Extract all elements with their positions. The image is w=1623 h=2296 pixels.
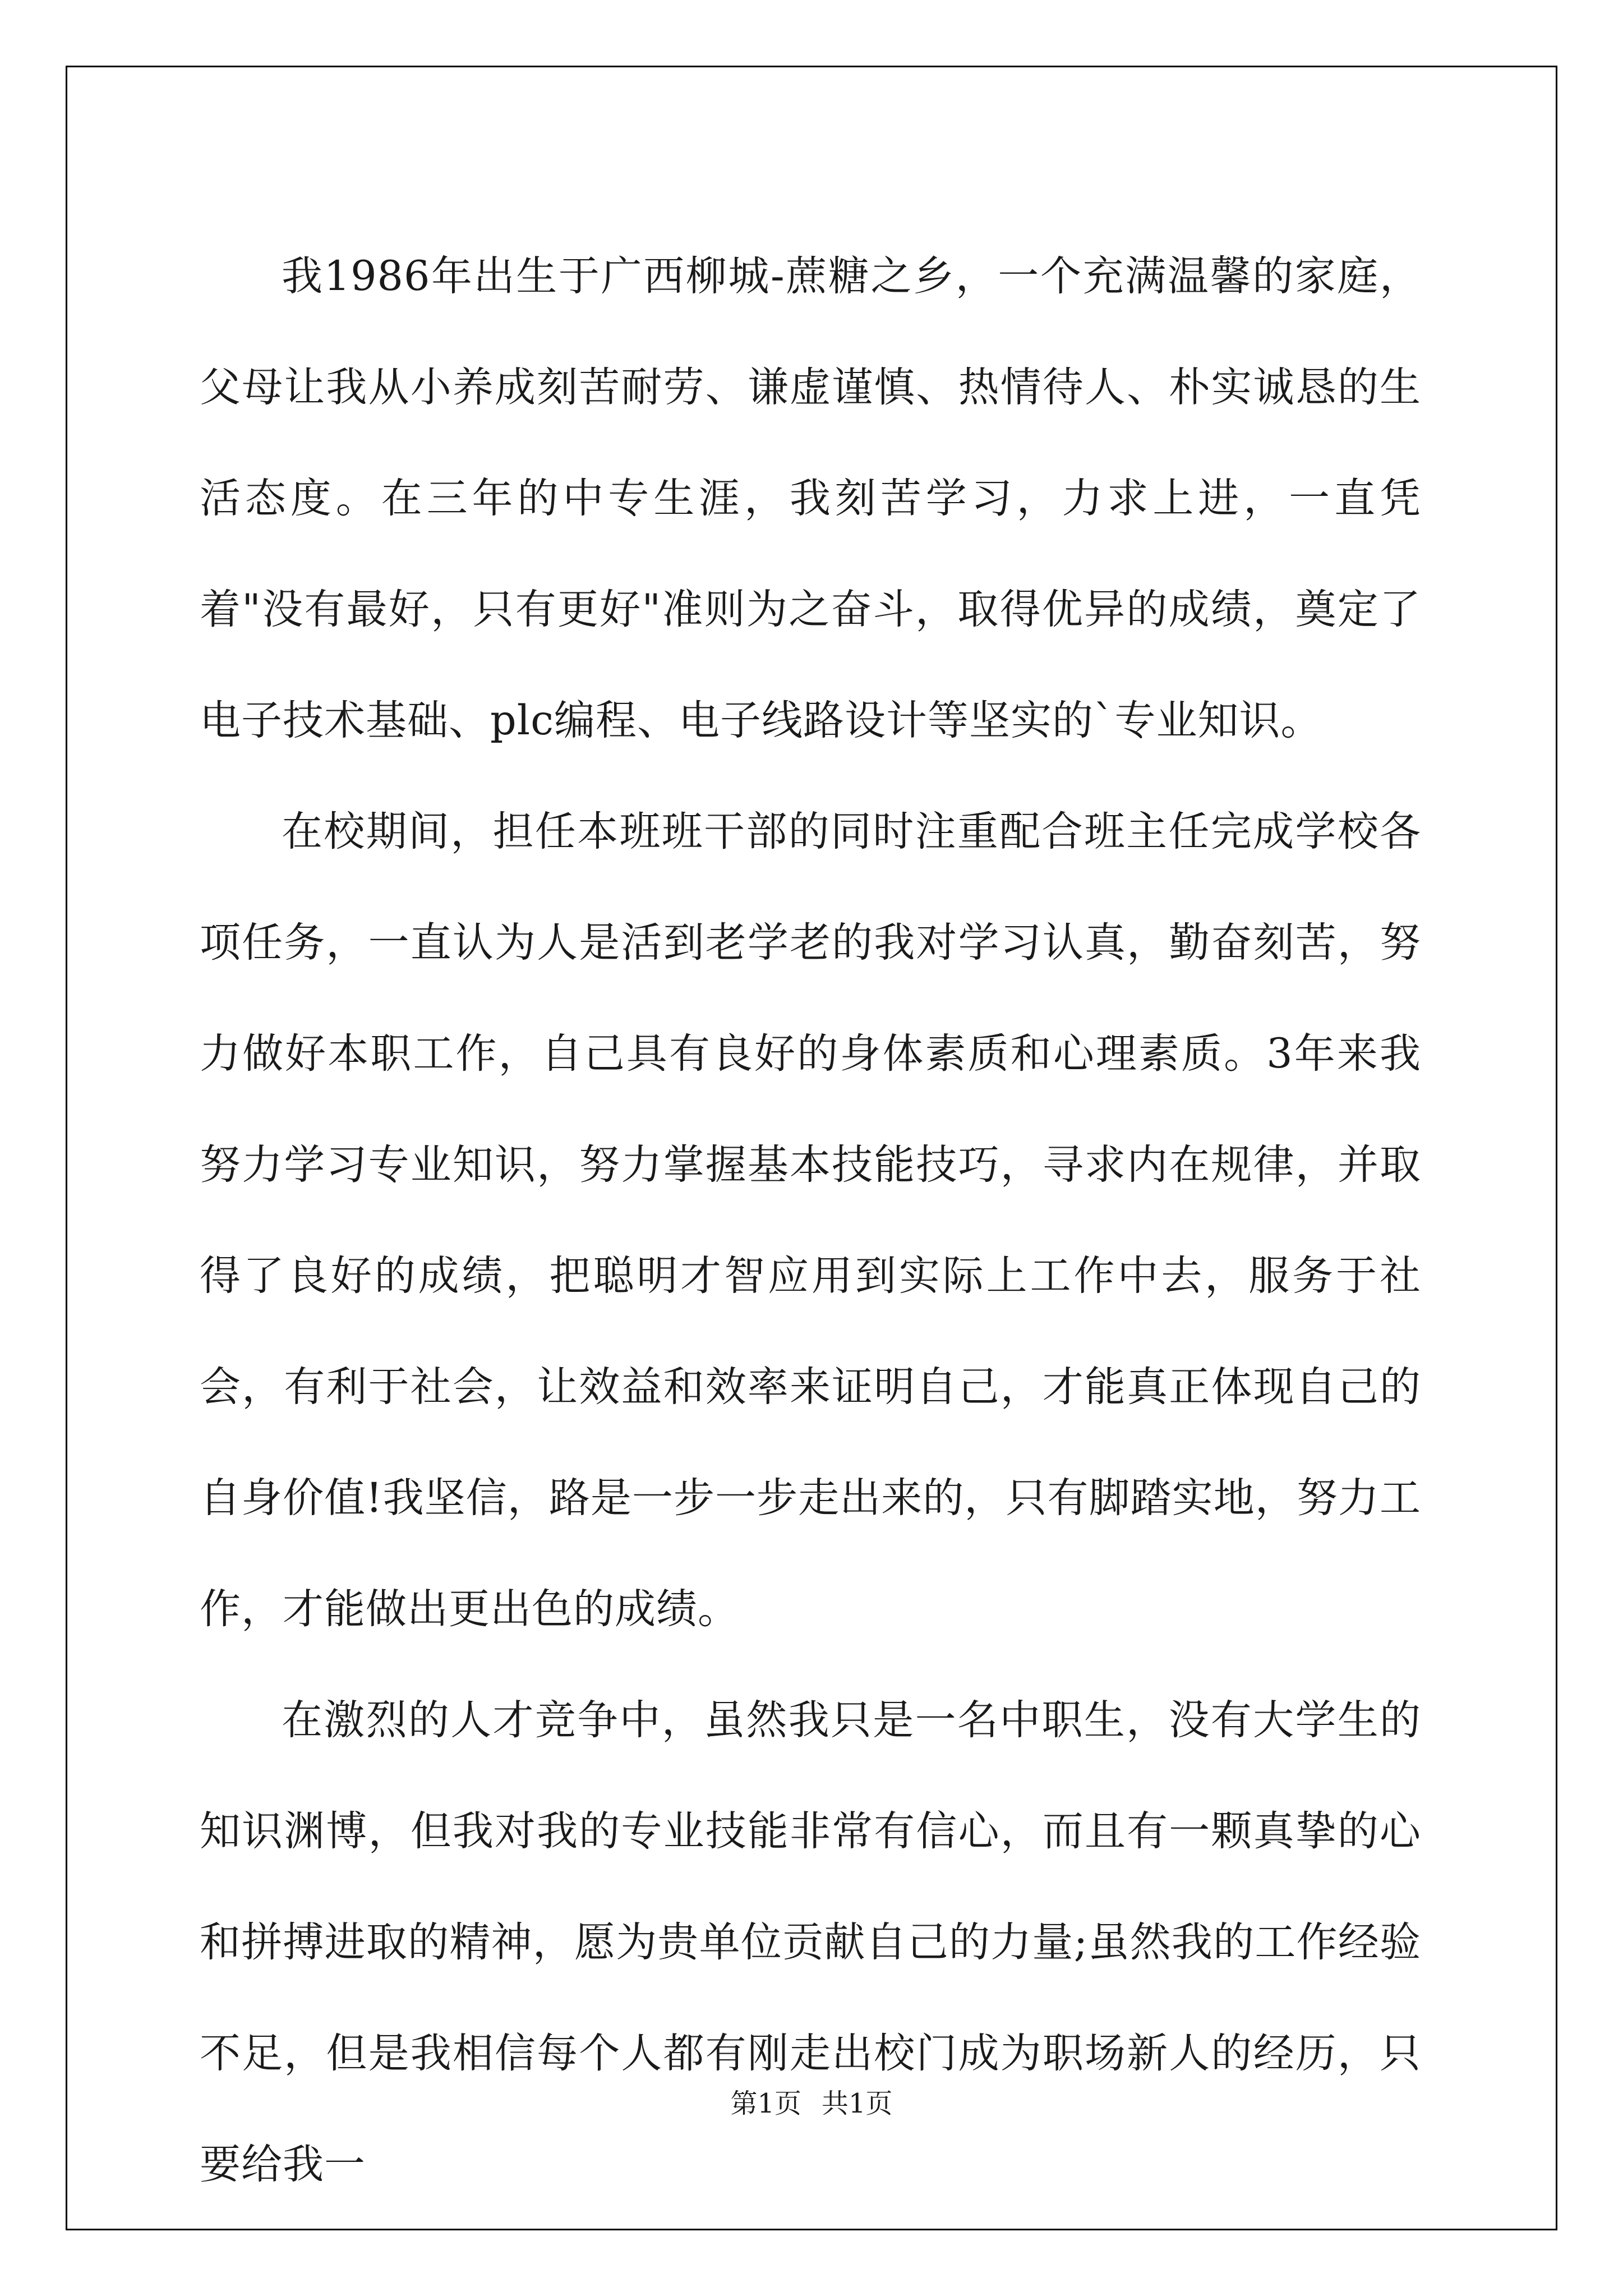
page-total: 共1页: [822, 2088, 893, 2119]
paragraph-3: 在激烈的人才竞争中，虽然我只是一名中职生，没有大学生的知识渊博，但我对我的专业技能非常有信心，而且有一颗真挚的心和拼搏进取的精神，愿为贵单位贡献自己的力量;虽然我的工作经验不足，但是我相信每个人都有刚走出校门成为职场新人的经历，只要给我一: [200, 1696, 1421, 2188]
document-body: [200, 221, 1421, 2220]
page-number: 第1页: [730, 2088, 801, 2119]
paragraph-2: 在校期间，担任本班班干部的同时注重配合班主任完成学校各项任务，一直认为人是活到老学老的我对学习认真，勤奋刻苦，努力做好本职工作，自己具有良好的身体素质和心理素质。3年来我努力学习专业知识，努力掌握基本技能技巧，寻求内在规律，并取得了良好的成绩，把聪明才智应用到实际上工作中去，服务于社会，有利于社会，让效益和效率来证明自己，才能真正体现自己的自身价值!我坚信，路是一步一步走出来的，只有脚踏实地，努力工作，才能做出更出色的成绩。: [200, 808, 1421, 1633]
page-footer: [0, 2087, 1623, 2120]
paragraph-1: 我1986年出生于广西柳城-蔗糖之乡，一个充满温馨的家庭，父母让我从小养成刻苦耐劳、谦虚谨慎、热情待人、朴实诚恳的生活态度。在三年的中专生涯，我刻苦学习，力求上进，一直凭着"没有最好，只有更好"准则为之奋斗，取得优异的成绩，奠定了电子技术基础、plc编程、电子线路设计等坚实的`专业知识。: [200, 252, 1421, 744]
